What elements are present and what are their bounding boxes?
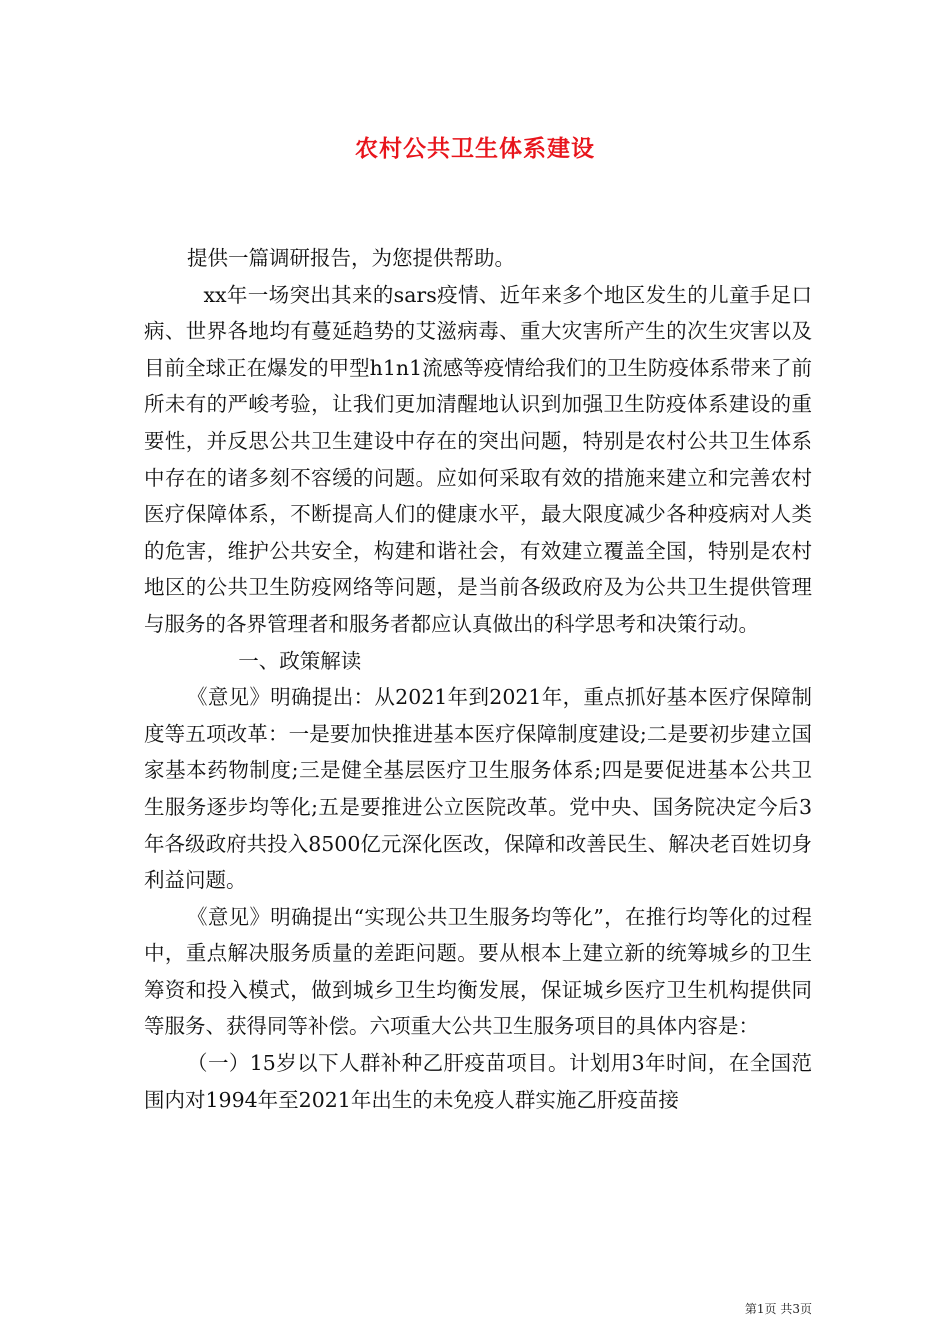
paragraph-opinion-reforms: 《意见》明确提出：从2021年到2021年，重点抓好基本医疗保障制度等五项改革：一是要加快推进基本医疗保障制度建设;二是要初步建立国家基本药物制度;三是健全基层医疗卫生服务体系;四是要促进基本公共卫生服务逐步均等化;五是要推进公立医院改革。党中央、国务院决定今后3年各级政府共投入8500亿元深化医改，保障和改善民生、解决老百姓切身利益问题。 (144, 685, 812, 893)
paragraph-intro: 提供一篇调研报告，为您提供帮助。 (187, 246, 516, 270)
document-title: 农村公共卫生体系建设 (355, 135, 595, 162)
paragraph-opinion-equalization: 《意见》明确提出“实现公共卫生服务均等化”，在推行均等化的过程中，重点解决服务质量的差距问题。要从根本上建立新的统筹城乡的卫生筹资和投入模式，做到城乡卫生均衡发展，保证城乡医疗卫生机构提供同等服务、获得同等补偿。六项重大公共卫生服务项目的具体内容是： (144, 904, 812, 1039)
document-body (144, 240, 812, 1118)
paragraph-project-one: （一）15岁以下人群补种乙肝疫苗项目。计划用3年时间，在全国范围内对1994年至2021年出生的未免疫人群实施乙肝疫苗接 (144, 1051, 812, 1112)
page-number: 第1页 共3页 (744, 1302, 812, 1316)
paragraph-background: xx年一场突出其来的sars疫情、近年来多个地区发生的儿童手足口病、世界各地均有蔓延趋势的艾滋病毒、重大灾害所产生的次生灾害以及目前全球正在爆发的甲型h1n1流感等疫情给我们的卫生防疫体系带来了前所未有的严峻考验，让我们更加清醒地认识到加强卫生防疫体系建设的重要性，并反思公共卫生建设中存在的突出问题，特别是农村公共卫生体系中存在的诸多刻不容缓的问题。应如何采取有效的措施来建立和完善农村医疗保障体系，不断提高人们的健康水平，最大限度减少各种疫病对人类的危害，维护公共安全，构建和谐社会，有效建立覆盖全国，特别是农村地区的公共卫生防疫网络等问题，是当前各级政府及为公共卫生提供管理与服务的各界管理者和服务者都应认真做出的科学思考和决策行动。 (144, 282, 812, 636)
section-heading-policy: 一、政策解读 (238, 648, 362, 673)
